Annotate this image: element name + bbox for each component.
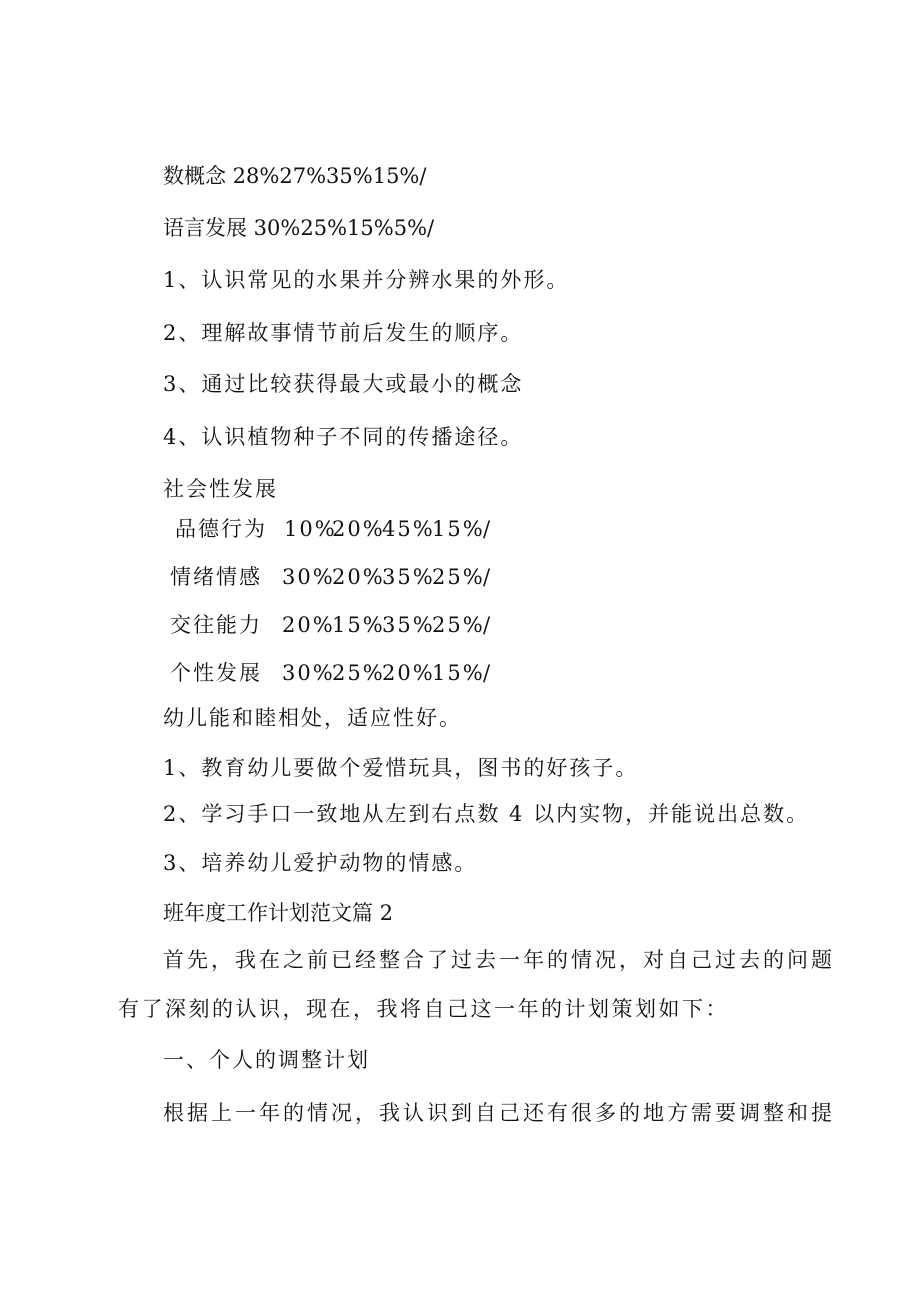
row-label: 交往能力 (170, 613, 262, 637)
goal-item-4: 4、认识植物种子不同的传播途径。 (163, 425, 524, 449)
row-value: 15% (432, 661, 485, 685)
row-value: 35% (382, 565, 435, 589)
language-line: 语言发展 30%25%15%5%/ (163, 216, 435, 240)
goal-item-1: 1、教育幼儿要做个爱惜玩具，图书的好孩子。 (163, 756, 639, 780)
row-value: 45% (382, 517, 435, 541)
row-value: 35% (382, 613, 435, 637)
goal-item-1: 1、认识常见的水果并分辨水果的外形。 (163, 268, 570, 292)
row-value: 25% (332, 661, 385, 685)
row-value: 20% (382, 661, 435, 685)
paragraph-line: 根据上一年的情况，我认识到自己还有很多的地方需要调整和提 (163, 1101, 835, 1125)
goal-item-2: 2、学习手口一致地从左到右点数 4 以内实物，并能说出总数。 (163, 802, 810, 826)
article-title: 班年度工作计划范文篇 2 (163, 901, 394, 925)
math-concept-line: 数概念 28%27%35%15%/ (163, 164, 427, 188)
row-label: 情绪情感 (170, 565, 262, 589)
row-value: 30% (282, 661, 335, 685)
goal-item-3: 3、培养幼儿爱护动物的情感。 (163, 851, 478, 875)
table-row (175, 515, 575, 543)
row-value: 20% (332, 565, 385, 589)
paragraph-line: 首先，我在之前已经整合了过去一年的情况，对自己过去的问题 (163, 948, 835, 972)
goal-item-3: 3、通过比较获得最大或最小的概念 (163, 372, 524, 396)
row-value: 30% (282, 565, 335, 589)
table-row (170, 611, 570, 639)
row-value: 15% (432, 517, 485, 541)
section-heading-personal: 一、个人的调整计划 (163, 1048, 370, 1072)
row-value: / (483, 661, 493, 685)
row-label: 个性发展 (170, 661, 262, 685)
row-value: 20% (332, 517, 385, 541)
row-label: 品德行为 (175, 517, 267, 541)
paragraph-line: 有了深刻的认识，现在，我将自己这一年的计划策划如下： (118, 997, 729, 1021)
row-value: 10% (284, 517, 337, 541)
row-value: 20% (282, 613, 335, 637)
section-heading-social: 社会性发展 (163, 477, 278, 501)
row-value: 25% (432, 613, 485, 637)
row-value: 15% (332, 613, 385, 637)
row-value: / (483, 517, 493, 541)
goal-item-2: 2、理解故事情节前后发生的顺序。 (163, 321, 524, 345)
table-row (170, 659, 570, 687)
row-value: / (483, 565, 493, 589)
row-value: 25% (432, 565, 485, 589)
summary-line: 幼儿能和睦相处，适应性好。 (163, 706, 462, 730)
row-value: / (483, 613, 493, 637)
table-row (170, 563, 570, 591)
